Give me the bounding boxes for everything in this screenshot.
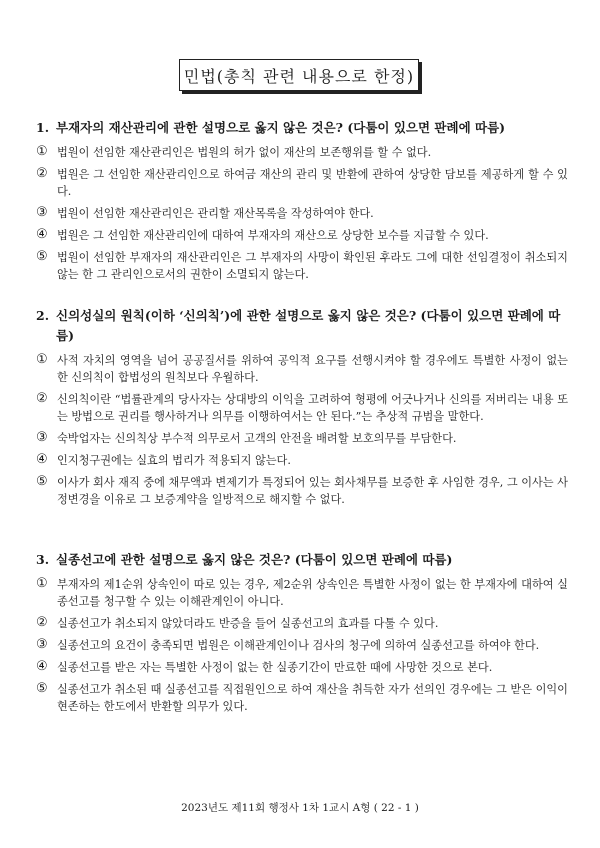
option-number: ④ bbox=[36, 659, 48, 674]
question-number: 3. bbox=[36, 552, 50, 567]
option-text: 실종선고가 취소된 때 실종선고를 직접원인으로 하여 재산을 취득한 자가 선의인 경우에는 그 받은 이익이 현존하는 한도에서 반환할 의무가 있다. bbox=[57, 683, 568, 713]
question-3 bbox=[36, 550, 568, 720]
option-number: ① bbox=[36, 576, 48, 591]
option-text: 부재자의 제1순위 상속인이 따로 있는 경우, 제2순위 상속인은 특별한 사정이 없는 한 부재자에 대하여 실종선고를 청구할 수 있는 이해관계인이 아니다. bbox=[57, 578, 568, 608]
option-number: ③ bbox=[36, 430, 48, 445]
option-number: ⑤ bbox=[36, 681, 48, 696]
question-1 bbox=[36, 118, 568, 288]
option-item bbox=[36, 659, 568, 676]
question-number: 2. bbox=[36, 308, 50, 323]
option-item bbox=[36, 249, 568, 283]
option-item bbox=[36, 430, 568, 447]
question-stem bbox=[36, 118, 568, 138]
option-text: 실종선고가 취소되지 않았더라도 반증을 들어 실종선고의 효과를 다툴 수 있다. bbox=[57, 617, 439, 630]
option-number: ① bbox=[36, 352, 48, 367]
option-text: 법원은 그 선임한 재산관리인으로 하여금 재산의 관리 및 반환에 관하여 상당한 담보를 제공하게 할 수 있다. bbox=[57, 168, 568, 198]
option-number: ③ bbox=[36, 205, 48, 220]
option-item bbox=[36, 474, 568, 508]
question-number: 1. bbox=[36, 120, 50, 135]
option-item bbox=[36, 615, 568, 632]
option-item bbox=[36, 637, 568, 654]
option-number: ② bbox=[36, 615, 48, 630]
option-number: ① bbox=[36, 144, 48, 159]
option-text: 실종선고를 받은 자는 특별한 사정이 없는 한 실종기간이 만료한 때에 사망한 것으로 본다. bbox=[57, 661, 493, 674]
option-number: ② bbox=[36, 391, 48, 406]
option-text: 신의칙이란 “법률관계의 당사자는 상대방의 이익을 고려하여 형평에 어긋나거나 신의를 저버리는 내용 또는 방법으로 권리를 행사하거나 의무를 이행하여서는 안 된다.”는 추상적 규범을 말한다. bbox=[57, 393, 568, 423]
option-item bbox=[36, 352, 568, 386]
option-text: 인지청구권에는 실효의 법리가 적용되지 않는다. bbox=[57, 454, 291, 467]
option-list bbox=[36, 352, 568, 508]
option-number: ④ bbox=[36, 452, 48, 467]
option-list bbox=[36, 576, 568, 715]
option-text: 법원은 그 선임한 재산관리인에 대하여 부재자의 재산으로 상당한 보수를 지급할 수 있다. bbox=[57, 229, 489, 242]
question-text: 신의성실의 원칙(이하 ‘신의칙’)에 관한 설명으로 옳지 않은 것은? (다툼이 있으면 판례에 따름) bbox=[56, 308, 561, 343]
option-number: ④ bbox=[36, 227, 48, 242]
option-text: 숙박업자는 신의칙상 부수적 의무로서 고객의 안전을 배려할 보호의무를 부담한다. bbox=[57, 432, 457, 445]
page-title-box bbox=[179, 59, 419, 91]
option-text: 실종선고의 요건이 충족되면 법원은 이해관계인이나 검사의 청구에 의하여 실종선고를 하여야 한다. bbox=[57, 639, 540, 652]
option-item bbox=[36, 452, 568, 469]
page-footer: 2023년도 제11회 행정사 1차 1교시 A형 ( 22 - 1 ) bbox=[181, 802, 419, 814]
question-2 bbox=[36, 306, 568, 513]
page-title: 민법(총칙 관련 내용으로 한정) bbox=[183, 66, 415, 86]
option-item bbox=[36, 681, 568, 715]
question-stem bbox=[36, 306, 568, 346]
question-stem bbox=[36, 550, 568, 570]
option-text: 사적 자치의 영역을 넘어 공공질서를 위하여 공익적 요구를 선행시켜야 할 경우에도 특별한 사정이 없는 한 신의칙이 합법성의 원칙보다 우월하다. bbox=[57, 354, 568, 384]
option-text: 이사가 회사 재직 중에 채무액과 변제기가 특정되어 있는 회사채무를 보증한 후 사임한 경우, 그 이사는 사정변경을 이유로 그 보증계약을 일방적으로 해지할 수 없다. bbox=[57, 476, 568, 506]
option-list bbox=[36, 144, 568, 283]
option-text: 법원이 선임한 부재자의 재산관리인은 그 부재자의 사망이 확인된 후라도 그에 대한 선임결정이 취소되지 않는 한 그 관리인으로서의 권한이 소멸되지 않는다. bbox=[57, 251, 568, 281]
option-number: ② bbox=[36, 166, 48, 181]
option-item bbox=[36, 227, 568, 244]
question-text: 실종선고에 관한 설명으로 옳지 않은 것은? (다툼이 있으면 판례에 따름) bbox=[56, 552, 453, 567]
option-item bbox=[36, 391, 568, 425]
option-number: ③ bbox=[36, 637, 48, 652]
option-text: 법원이 선임한 재산관리인은 관리할 재산목록을 작성하여야 한다. bbox=[57, 207, 374, 220]
option-item bbox=[36, 144, 568, 161]
option-number: ⑤ bbox=[36, 474, 48, 489]
option-item bbox=[36, 576, 568, 610]
option-item bbox=[36, 166, 568, 200]
question-text: 부재자의 재산관리에 관한 설명으로 옳지 않은 것은? (다툼이 있으면 판례에 따름) bbox=[56, 120, 506, 135]
option-item bbox=[36, 205, 568, 222]
option-text: 법원이 선임한 재산관리인은 법원의 허가 없이 재산의 보존행위를 할 수 없다. bbox=[57, 146, 432, 159]
option-number: ⑤ bbox=[36, 249, 48, 264]
